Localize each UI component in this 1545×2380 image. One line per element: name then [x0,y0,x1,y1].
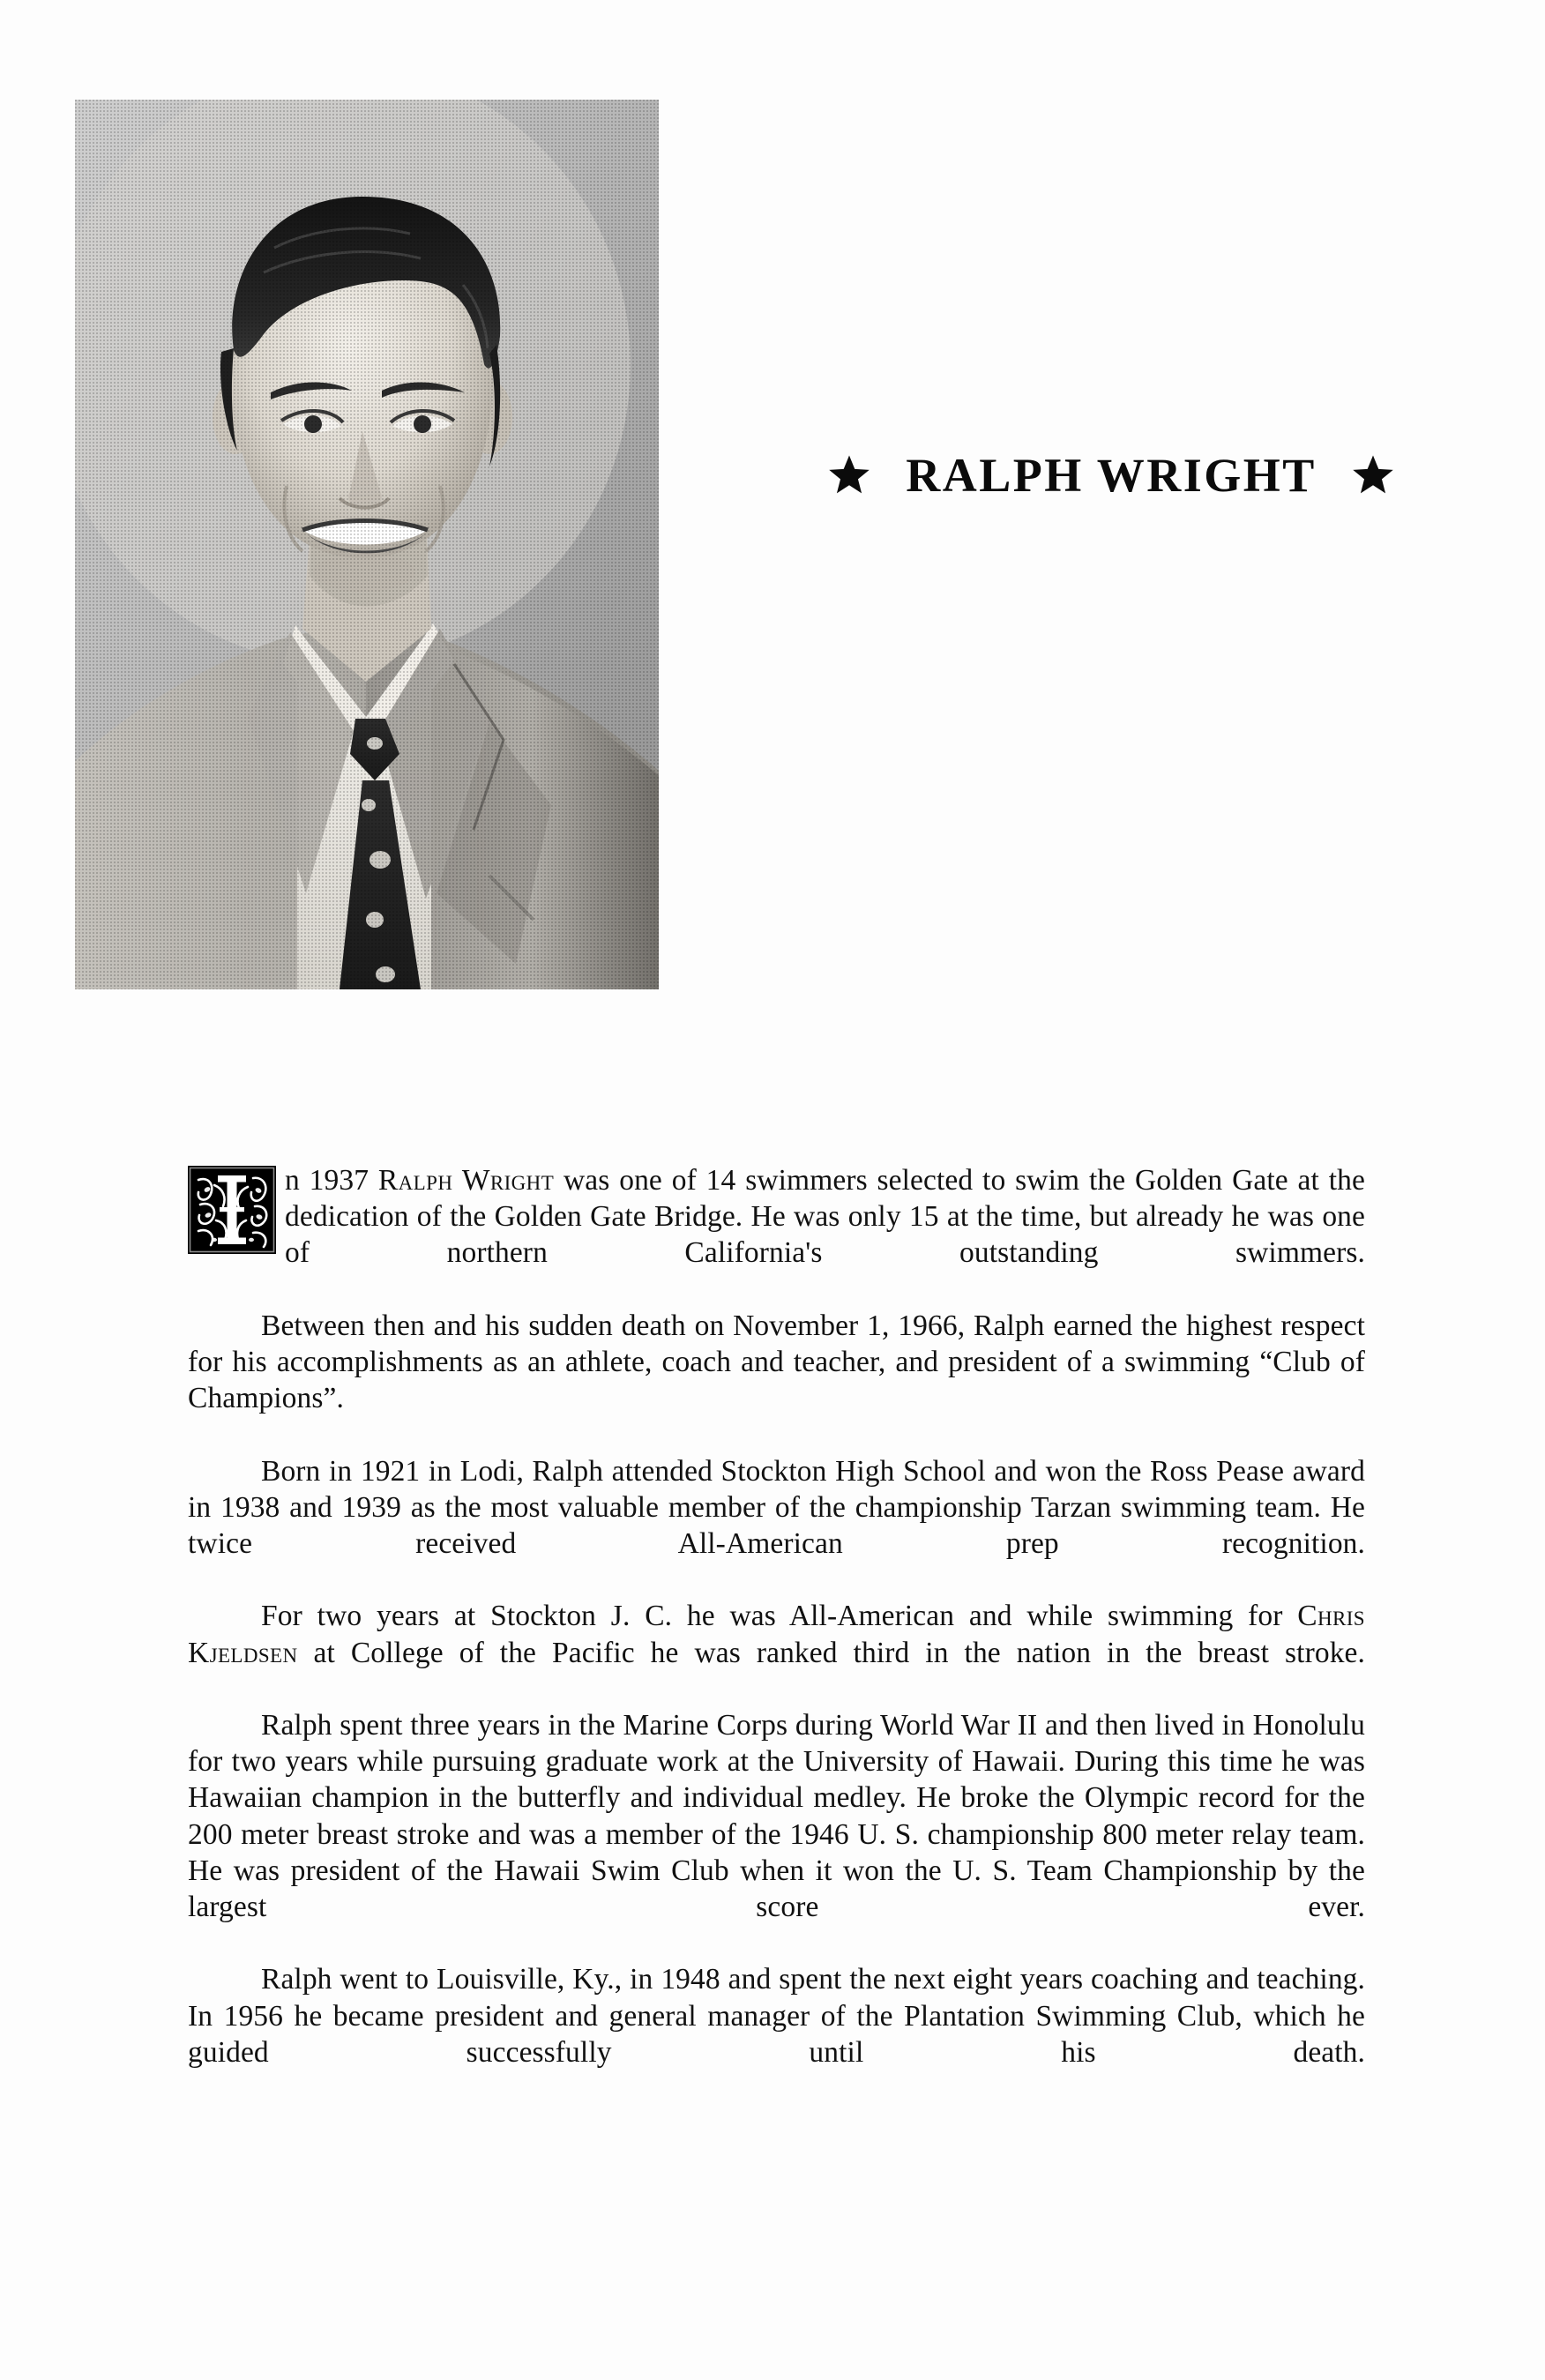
portrait-photograph [75,100,659,989]
paragraph-3: Born in 1921 in Lodi, Ralph attended Stockton High School and won the Ross Pease award in 1938 and 1939 as the most valuable member of the championship Tarzan swimming team. He twice received All-American prep recognition. [188,1454,1365,1561]
paragraph-4-after: at College of the Pacific he was ranked third in the nation in the breast stroke. [297,1636,1365,1669]
person-name-chris-kjeldsen: Chris Kjeldsen [188,1600,1365,1669]
star-icon [1350,452,1396,498]
person-name-ralph-wright: Ralph Wright [377,1164,555,1197]
paragraph-4-before: For two years at Stockton J. C. he was All-American and while swimming for [261,1600,1298,1633]
paragraph-4 [188,1598,1365,1707]
paragraph-1-rest: was one of 14 swimmers selected to swim the Golden Gate at the dedication of the Golden Gate Bridge. He was only 15 at the time, but already he was one of northern California's outstanding swimmers. [285,1164,1365,1270]
paragraph-2: Between then and his sudden death on November 1, 1966, Ralph earned the highest respect for his accomplishments as an athlete, coach and teacher, and president of a swimming “Club of Champions”. [188,1309,1365,1415]
paragraph-5: Ralph spent three years in the Marine Corps during World War II and then lived in Honolulu for two years while pursuing graduate work at the University of Hawaii. During this time he was Hawaiian champion in the butterfly and individual medley. He broke the Olympic record for the 200 meter breast stroke and was a member of the 1946 U. S. championship 800 meter relay team. He was president of the Hawaii Swim Club when it won the U. S. Team Championship by the largest score ever. [188,1709,1365,1924]
page-title: RALPH WRIGHT [906,449,1317,502]
article-body [188,1162,1365,2107]
paragraph-6: Ralph went to Louisville, Ky., in 1948 and spent the next eight years coaching and teaching. In 1956 he became president and general manager of the Plantation Swimming Club, which he guided successfully until his death. [188,1963,1365,2069]
paragraph-1 [188,1162,1365,1308]
page-title-block [829,449,1393,502]
ornate-initial-icon [188,1166,276,1254]
star-icon [826,452,872,498]
paragraph-1-leadin: n 1937 [285,1164,378,1197]
